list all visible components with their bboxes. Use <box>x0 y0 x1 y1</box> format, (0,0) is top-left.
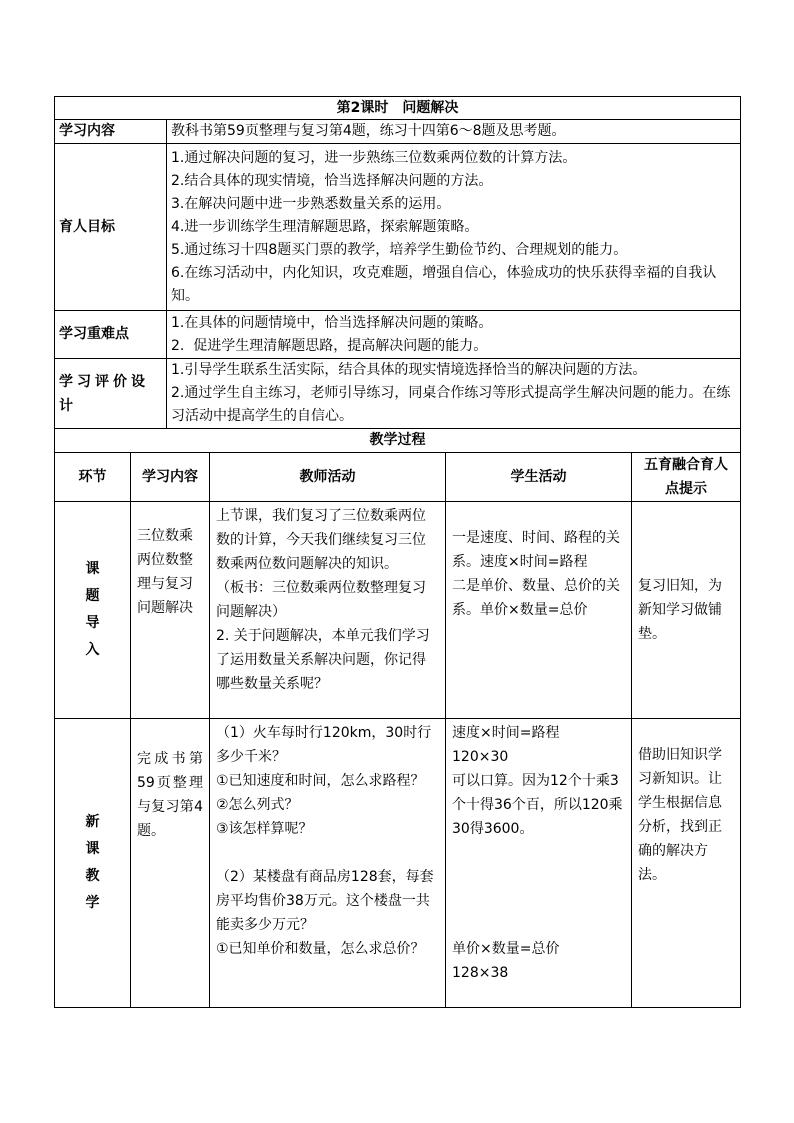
goal-item: 5.通过练习十四8题买门票的教学，培养学生勤俭节约、合理规划的能力。 <box>171 241 628 258</box>
col-stage-header: 环节 <box>55 453 131 502</box>
teaching-process-table <box>54 452 741 1008</box>
process-title: 教学过程 <box>55 429 741 453</box>
table-row <box>55 719 741 1008</box>
teacher-activity-cell: 上节课，我们复习了三位数乘两位数的计算，今天我们继续复习三位数乘两位数问题解决的知识。 （板书：三位数乘两位数整理复习问题解决） 2. 关于问题解决，本单元我们学习了运用数量关系解决问题，你记得哪些数量关系呢？ <box>210 502 446 719</box>
content-cell: 三位数乘两位数整理与复习问题解决 <box>131 502 210 719</box>
student-activity-cell: 速度×时间=路程 120×30 可以口算。因为12个十乘3个十得36个百，所以120乘30得3600。 单价×数量=总价 128×38 <box>446 719 632 1008</box>
evaluation-list <box>167 359 741 429</box>
col-teacher-header: 教师活动 <box>210 453 446 502</box>
goal-item: 2.结合具体的现实情境，恰当选择解决问题的方法。 <box>171 172 493 189</box>
key-points-list <box>167 311 741 359</box>
evaluation-label: 学习评价设计 <box>55 359 167 429</box>
content-text: 教科书第59页整理与复习第4题，练习十四第6～8题及思考题。 <box>167 120 741 144</box>
goals-label: 育人目标 <box>55 144 167 311</box>
table-row <box>55 502 741 719</box>
col-content-header: 学习内容 <box>131 453 210 502</box>
content-cell: 完成书第59页整理与复习第4题。 <box>131 719 210 1008</box>
goal-item: 1.通过解决问题的复习，进一步熟练三位数乘两位数的计算方法。 <box>171 149 577 166</box>
col-hint-header: 五育融合育人点提示 <box>632 453 741 502</box>
hint-cell: 复习旧知，为新知学习做铺垫。 <box>632 502 741 719</box>
teacher-activity-cell: （1）火车每时行120km，30时行多少千米？ ①已知速度和时间，怎么求路程？ ②怎么列式？ ③该怎样算呢？ （2）某楼盘有商品房128套，每套房平均售价38万元。这个楼盘一共能卖多少万元？ ①已知单价和数量，怎么求总价？ <box>210 719 446 1008</box>
stage-cell: 课 题 导 入 <box>55 502 131 719</box>
student-activity-cell: 一是速度、时间、路程的关系。速度×时间=路程 二是单价、数量、总价的关系。单价×数量=总价 <box>446 502 632 719</box>
goal-item: 3.在解决问题中进一步熟悉数量关系的运用。 <box>171 195 451 212</box>
lesson-title: 第2课时 问题解决 <box>55 97 741 120</box>
content-label: 学习内容 <box>55 120 167 144</box>
key-points-label: 学习重难点 <box>55 311 167 359</box>
col-student-header: 学生活动 <box>446 453 632 502</box>
evaluation-item: 2.通过学生自主练习，老师引导练习，同桌合作练习等形式提高学生解决问题的能力。在练习活动中提高学生的自信心。 <box>171 385 731 424</box>
key-point-item: 2. 促进学生理清解题思路，提高解决问题的能力。 <box>171 337 488 354</box>
goals-list <box>167 144 741 311</box>
lesson-info-table <box>54 96 741 453</box>
stage-cell: 新 课 教 学 <box>55 719 131 1008</box>
hint-cell: 借助旧知识学习新知识。让学生根据信息分析，找到正确的解决方法。 <box>632 719 741 1008</box>
evaluation-item: 1.引导学生联系生活实际，结合具体的现实情境选择恰当的解决问题的方法。 <box>171 362 647 378</box>
lesson-plan-document <box>54 96 740 1008</box>
goal-item: 6.在练习活动中，内化知识，攻克难题，增强自信心，体验成功的快乐获得幸福的自我认知。 <box>171 264 717 304</box>
key-point-item: 1.在具体的问题情境中，恰当选择解决问题的策略。 <box>171 314 493 331</box>
goal-item: 4.进一步训练学生理清解题思路，探索解题策略。 <box>171 218 479 235</box>
